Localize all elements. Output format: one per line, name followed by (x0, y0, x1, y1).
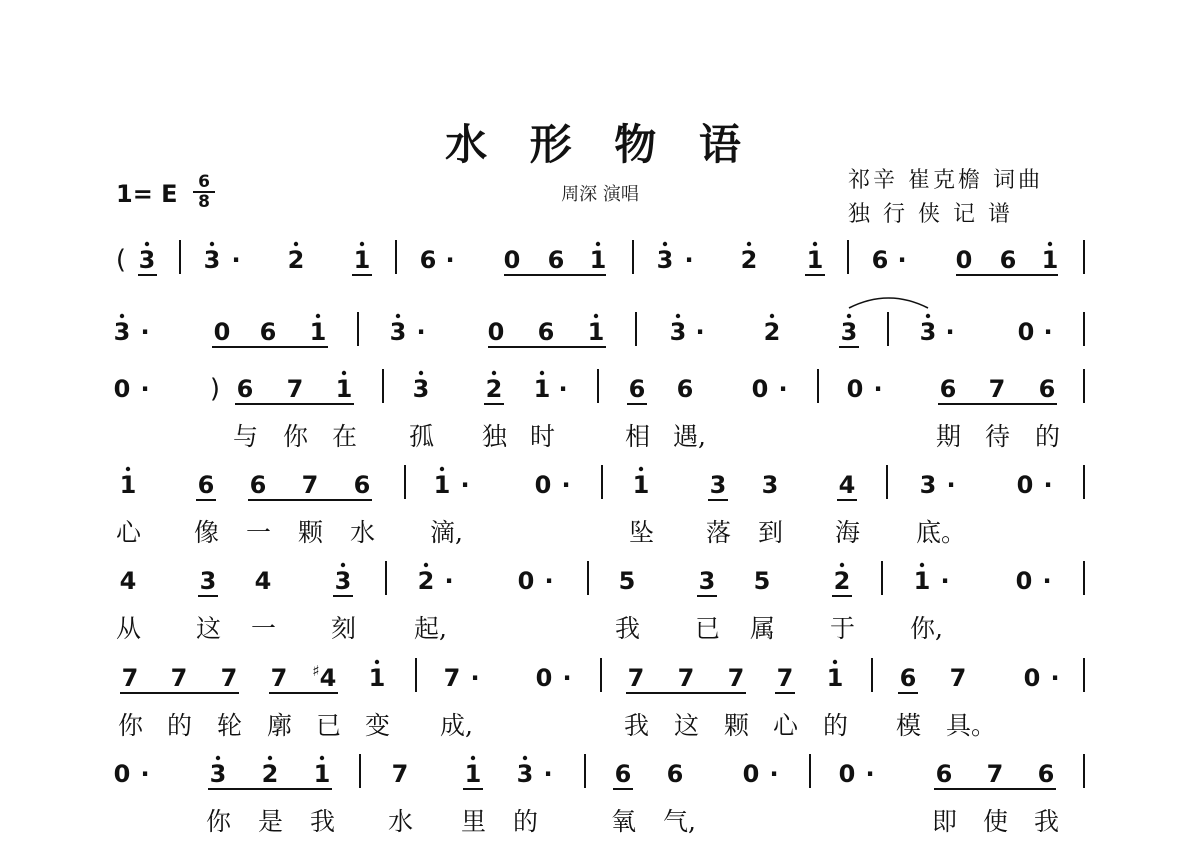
octave-dot (663, 242, 667, 246)
lyric-char: 一 (246, 518, 272, 547)
dot-duration: · (945, 318, 955, 346)
dot-duration: · (470, 664, 480, 692)
octave-dot (120, 314, 124, 318)
lyric-char: 氧 (611, 807, 637, 836)
note: 0 (113, 375, 131, 403)
note: 1 (309, 318, 327, 346)
lyric-char: 颗 (298, 518, 324, 547)
lyric-char: 我 (1034, 807, 1060, 836)
dot-duration: · (1043, 471, 1053, 499)
octave-dot (920, 563, 924, 567)
octave-dot (145, 242, 149, 246)
note: 6 (249, 471, 267, 499)
note: 1 (632, 471, 650, 499)
note: 6 (197, 471, 215, 499)
octave-dot (840, 563, 844, 567)
octave-dot (341, 563, 345, 567)
note: 1 (1041, 246, 1059, 274)
lyric-char: 你 (118, 711, 144, 740)
lyric-char: 水 (388, 807, 414, 836)
note: 0 (1023, 664, 1041, 692)
note: 2 (763, 318, 781, 346)
note: 0 (1017, 318, 1035, 346)
lyric-char: 期 (936, 422, 962, 451)
lyric-char: 这 (196, 614, 222, 643)
lyric-char: 滴, (430, 518, 463, 547)
note: 0 (955, 246, 973, 274)
dot-duration: · (445, 246, 455, 274)
lyric-char: 到 (758, 518, 784, 547)
note: 2 (287, 246, 305, 274)
lyric-char: 水 (350, 518, 376, 547)
note: 3 (412, 375, 430, 403)
note: 3 (209, 760, 227, 788)
note: 3 (203, 246, 221, 274)
note: 4 (319, 664, 337, 692)
lyric-char: 落 (706, 518, 732, 547)
note: 3 (840, 318, 858, 346)
note: 3 (919, 318, 937, 346)
lyric-char: 颗 (724, 711, 750, 740)
note: 0 (846, 375, 864, 403)
lyric-char: 具。 (946, 711, 997, 740)
octave-dot (492, 371, 496, 375)
octave-dot (210, 242, 214, 246)
note: 3 (656, 246, 674, 274)
paren-mark: ) (209, 374, 221, 404)
note: 3 (113, 318, 131, 346)
octave-dot (523, 756, 527, 760)
note: 3 (698, 567, 716, 595)
note: 0 (503, 246, 521, 274)
note: 1 (913, 567, 931, 595)
octave-dot (926, 314, 930, 318)
lyric-char: 起, (414, 614, 447, 643)
transcriber-credit: 独 行 侠 记 谱 (848, 202, 1013, 227)
dot-duration: · (1042, 567, 1052, 595)
dot-duration: · (897, 246, 907, 274)
note: 6 (628, 375, 646, 403)
note: 1 (313, 760, 331, 788)
note: 0 (742, 760, 760, 788)
lyric-char: 使 (983, 807, 1009, 836)
lyric-char: 气, (663, 807, 696, 836)
octave-dot (540, 371, 544, 375)
lyric-char: 在 (332, 422, 358, 451)
octave-dot (375, 660, 379, 664)
octave-dot (639, 467, 643, 471)
note: 2 (485, 375, 503, 403)
octave-dot (419, 371, 423, 375)
octave-dot (320, 756, 324, 760)
octave-dot (440, 467, 444, 471)
octave-dot (1048, 242, 1052, 246)
time-signature-top: 6 (198, 172, 210, 192)
dot-duration: · (695, 318, 705, 346)
lyric-char: 属 (750, 614, 776, 643)
note: 7 (986, 760, 1004, 788)
dot-duration: · (140, 760, 150, 788)
note: 5 (618, 567, 636, 595)
lyric-char: 你 (206, 807, 232, 836)
lyric-char: 即 (932, 807, 958, 836)
lyric-char: 底。 (916, 518, 967, 547)
note: 6 (353, 471, 371, 499)
octave-dot (126, 467, 130, 471)
note: 3 (669, 318, 687, 346)
note: 0 (213, 318, 231, 346)
dot-duration: · (460, 471, 470, 499)
dot-duration: · (558, 375, 568, 403)
note: 7 (270, 664, 288, 692)
note: 2 (833, 567, 851, 595)
octave-dot (471, 756, 475, 760)
dot-duration: · (231, 246, 241, 274)
lyric-char: 刻 (331, 614, 357, 643)
note: 1 (433, 471, 451, 499)
note: 5 (753, 567, 771, 595)
composer-credit: 祁辛 崔克檐 词曲 (848, 168, 1043, 193)
note: 6 (547, 246, 565, 274)
octave-dot (342, 371, 346, 375)
lyric-char: 心 (116, 518, 142, 547)
lyric-char: 像 (194, 518, 220, 547)
note: 1 (587, 318, 605, 346)
note: 0 (838, 760, 856, 788)
note: 1 (826, 664, 844, 692)
note: 6 (259, 318, 277, 346)
note: 3 (334, 567, 352, 595)
note: 4 (254, 567, 272, 595)
lyric-char: 我 (624, 711, 650, 740)
note: 0 (535, 664, 553, 692)
note: 3 (761, 471, 779, 499)
octave-dot (268, 756, 272, 760)
note: 0 (1015, 567, 1033, 595)
note: 7 (949, 664, 967, 692)
note: 6 (935, 760, 953, 788)
lyric-char: 的 (1035, 422, 1061, 451)
lyric-char: 待 (985, 422, 1011, 451)
octave-dot (813, 242, 817, 246)
octave-dot (360, 242, 364, 246)
octave-dot (424, 563, 428, 567)
dot-duration: · (940, 567, 950, 595)
note: 7 (677, 664, 695, 692)
dot-duration: · (543, 760, 553, 788)
dot-duration: · (561, 471, 571, 499)
dot-duration: · (778, 375, 788, 403)
note: 7 (727, 664, 745, 692)
note: 1 (335, 375, 353, 403)
octave-dot (770, 314, 774, 318)
lyric-char: 变 (365, 711, 391, 740)
dot-duration: · (1043, 318, 1053, 346)
octave-dot (396, 314, 400, 318)
lyric-char: 这 (674, 711, 700, 740)
dot-duration: · (769, 760, 779, 788)
note: 3 (709, 471, 727, 499)
note: 6 (939, 375, 957, 403)
dot-duration: · (873, 375, 883, 403)
note: 3 (919, 471, 937, 499)
note: 0 (517, 567, 535, 595)
note: 7 (220, 664, 238, 692)
note: 7 (286, 375, 304, 403)
dot-duration: · (562, 664, 572, 692)
dot-duration: · (865, 760, 875, 788)
note: 2 (740, 246, 758, 274)
note: 1 (353, 246, 371, 274)
note: 0 (113, 760, 131, 788)
lyric-char: 海 (835, 518, 861, 547)
note: 3 (138, 246, 156, 274)
note: 3 (199, 567, 217, 595)
key-signature: 1= E (116, 180, 178, 208)
octave-dot (747, 242, 751, 246)
lyric-char: 我 (310, 807, 336, 836)
note: 0 (534, 471, 552, 499)
note: 6 (666, 760, 684, 788)
octave-dot (833, 660, 837, 664)
note: 6 (999, 246, 1017, 274)
note: 0 (1016, 471, 1034, 499)
lyric-char: 的 (823, 711, 849, 740)
dot-duration: · (416, 318, 426, 346)
lyric-char: 模 (896, 711, 922, 740)
lyric-char: 遇, (673, 422, 706, 451)
note: 6 (899, 664, 917, 692)
lyric-char: 里 (461, 807, 487, 836)
lyric-char: 坠 (629, 518, 655, 547)
octave-dot (596, 242, 600, 246)
note: 7 (443, 664, 461, 692)
lyric-char: 是 (258, 807, 284, 836)
lyric-char: 从 (116, 614, 142, 643)
octave-dot (216, 756, 220, 760)
note: 4 (838, 471, 856, 499)
note: 7 (627, 664, 645, 692)
note: 1 (806, 246, 824, 274)
lyric-char: 心 (773, 711, 799, 740)
octave-dot (294, 242, 298, 246)
note: 7 (391, 760, 409, 788)
note: 2 (261, 760, 279, 788)
lyric-char: 一 (251, 614, 277, 643)
note: 7 (988, 375, 1006, 403)
note: 1 (589, 246, 607, 274)
note: 6 (1037, 760, 1055, 788)
note: 0 (751, 375, 769, 403)
lyric-char: 我 (615, 614, 641, 643)
dot-duration: · (946, 471, 956, 499)
octave-dot (847, 314, 851, 318)
octave-dot (676, 314, 680, 318)
dot-duration: · (1050, 664, 1060, 692)
lyric-char: 与 (233, 422, 259, 451)
lyric-char: 独 (482, 422, 508, 451)
lyric-char: 轮 (217, 711, 243, 740)
dot-duration: · (444, 567, 454, 595)
note: 7 (121, 664, 139, 692)
note: 6 (419, 246, 437, 274)
lyric-char: 你, (910, 614, 943, 643)
lyric-char: 时 (530, 422, 556, 451)
dot-duration: · (544, 567, 554, 595)
note: 3 (389, 318, 407, 346)
note: 6 (614, 760, 632, 788)
sharp-accidental: ♯ (312, 662, 320, 680)
lyric-char: 你 (283, 422, 309, 451)
note: 0 (487, 318, 505, 346)
note: 1 (533, 375, 551, 403)
time-signature-bottom: 8 (198, 192, 210, 212)
note: 4 (119, 567, 137, 595)
note: 7 (301, 471, 319, 499)
note: 2 (417, 567, 435, 595)
song-title: 水 形 物 语 (445, 120, 755, 169)
note: 1 (368, 664, 386, 692)
lyric-char: 已 (695, 614, 721, 643)
lyric-char: 相 (625, 422, 651, 451)
note: 1 (119, 471, 137, 499)
lyric-char: 成, (440, 711, 473, 740)
octave-dot (594, 314, 598, 318)
note: 6 (871, 246, 889, 274)
tie-arc (849, 298, 928, 308)
dot-duration: · (140, 318, 150, 346)
paren-mark: ( (115, 245, 127, 275)
note: 6 (676, 375, 694, 403)
note: 3 (516, 760, 534, 788)
lyric-char: 廓 (267, 711, 293, 740)
lyric-char: 已 (316, 711, 342, 740)
lyric-char: 的 (167, 711, 193, 740)
singer-credit: 周深 演唱 (561, 184, 639, 205)
lyric-char: 的 (513, 807, 539, 836)
lyric-char: 孤 (409, 422, 435, 451)
note: 6 (1038, 375, 1056, 403)
note: 7 (776, 664, 794, 692)
note: 6 (236, 375, 254, 403)
dot-duration: · (684, 246, 694, 274)
note: 1 (464, 760, 482, 788)
dot-duration: · (140, 375, 150, 403)
note: 6 (537, 318, 555, 346)
lyric-char: 于 (830, 614, 856, 643)
note: 7 (170, 664, 188, 692)
octave-dot (316, 314, 320, 318)
